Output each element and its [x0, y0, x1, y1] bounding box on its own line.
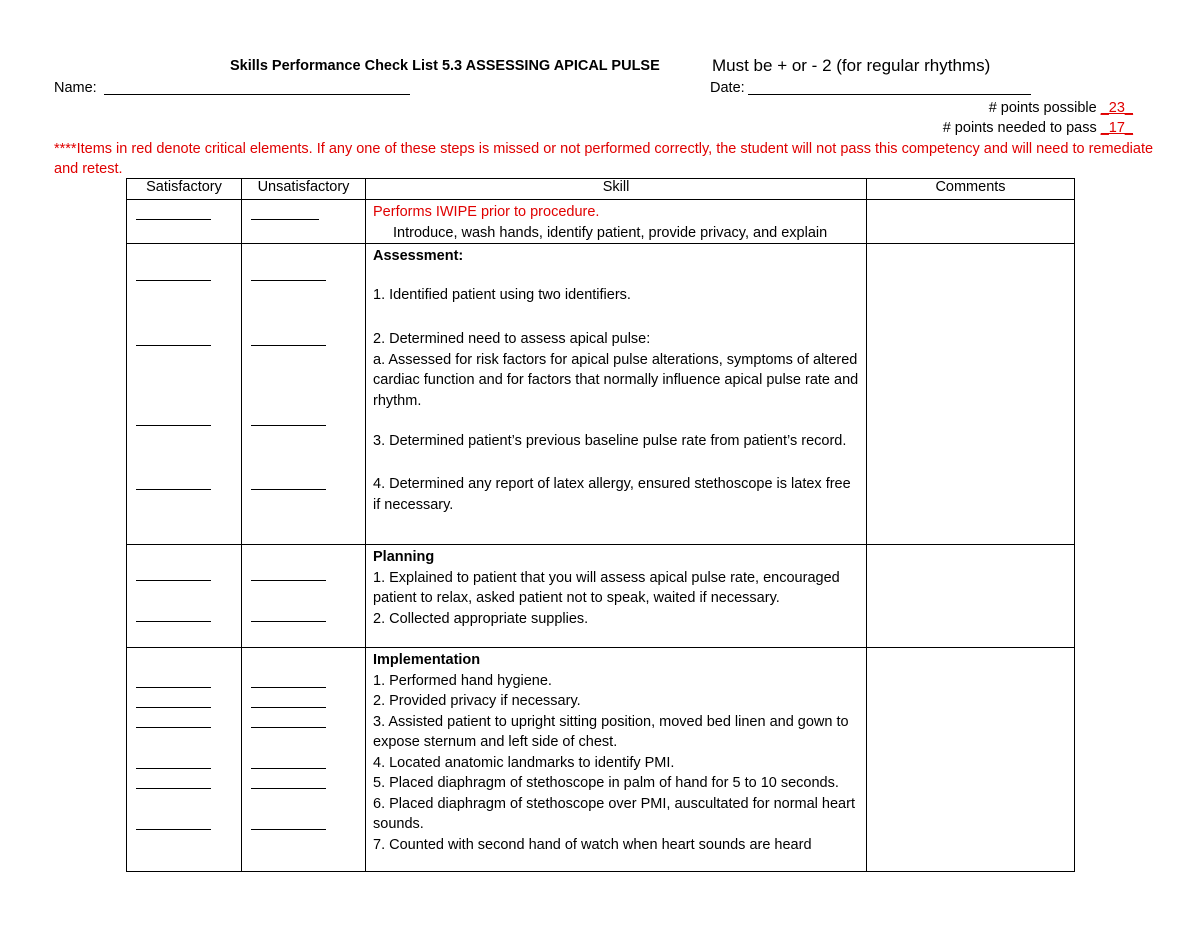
satisfactory-blank[interactable]: [136, 425, 211, 426]
satisfactory-blank[interactable]: [136, 345, 211, 346]
col-header-skill: Skill: [366, 179, 867, 200]
name-label: Name:: [54, 80, 97, 96]
skill-line: 2. Provided privacy if necessary.: [373, 693, 581, 709]
col-header-satisfactory: Satisfactory: [127, 179, 242, 200]
page-title: Skills Performance Check List 5.3 ASSESSING APICAL PULSE: [230, 58, 660, 74]
critical-elements-note: ****Items in red denote critical elements. If any one of these steps is missed or not performed correctly, the student will not pass this competency and will need to remediate and retest.: [54, 141, 1154, 177]
col-header-comments: Comments: [867, 179, 1075, 200]
points-needed-label: # points needed to pass: [942, 120, 1097, 136]
satisfactory-cell: [127, 200, 242, 244]
skill-line: Introduce, wash hands, identify patient, provide privacy, and explain: [393, 224, 828, 241]
comments-cell[interactable]: [867, 648, 1075, 872]
skill-cell: [366, 244, 867, 545]
skill-line: 6. Placed diaphragm of stethoscope over PMI, auscultated for normal heart sounds.: [373, 795, 855, 832]
skill-line: 1. Explained to patient that you will assess apical pulse rate, encouraged patient to relax, asked patient not to speak, waited if necessary.: [373, 569, 840, 606]
unsatisfactory-blank[interactable]: [251, 425, 326, 426]
checklist-table: [126, 178, 1075, 872]
satisfactory-cell: [127, 545, 242, 648]
skill-line: 4. Determined any report of latex allergy, ensured stethoscope is latex free if necessary.: [373, 476, 851, 513]
skill-line: 1. Identified patient using two identifiers.: [373, 286, 631, 303]
satisfactory-blank[interactable]: [136, 829, 211, 830]
skill-line: 3. Assisted patient to upright sitting position, moved bed linen and gown to expose sternum and left side of chest.: [373, 713, 849, 750]
unsatisfactory-blank[interactable]: [251, 580, 326, 581]
satisfactory-blank[interactable]: [136, 687, 211, 688]
unsatisfactory-blank[interactable]: [251, 687, 326, 688]
unsatisfactory-blank[interactable]: [251, 489, 326, 490]
section-heading-planning: Planning: [373, 549, 435, 565]
table-row: [127, 545, 1075, 648]
section-heading-assessment: Assessment:: [373, 248, 464, 264]
satisfactory-blank[interactable]: [136, 219, 211, 220]
skill-line: 5. Placed diaphragm of stethoscope in palm of hand for 5 to 10 seconds.: [373, 775, 839, 791]
skill-line: 2. Determined need to assess apical pulse:: [373, 331, 651, 347]
name-field[interactable]: [104, 94, 410, 95]
unsatisfactory-blank[interactable]: [251, 219, 319, 220]
satisfactory-blank[interactable]: [136, 707, 211, 708]
unsatisfactory-blank[interactable]: [251, 727, 326, 728]
points-possible-value: _23_: [1100, 100, 1133, 116]
comments-cell[interactable]: [867, 545, 1075, 648]
skill-line: 7. Counted with second hand of watch when heart sounds are heard: [373, 836, 812, 853]
table-header-row: [127, 179, 1075, 200]
satisfactory-blank[interactable]: [136, 788, 211, 789]
points-needed-value: _17_: [1100, 120, 1133, 136]
regular-rhythm-note: Must be + or - 2 (for regular rhythms): [712, 56, 991, 75]
points-needed: [943, 120, 1133, 136]
unsatisfactory-blank[interactable]: [251, 768, 326, 769]
skill-line: a. Assessed for risk factors for apical pulse alterations, symptoms of altered cardiac function and for factors that normally influence apical pulse rate and rhythm.: [373, 351, 859, 409]
table-row: [127, 200, 1075, 244]
skill-line: Performs IWIPE prior to procedure.: [373, 204, 600, 220]
satisfactory-blank[interactable]: [136, 621, 211, 622]
satisfactory-blank[interactable]: [136, 489, 211, 490]
unsatisfactory-cell: [242, 648, 366, 872]
unsatisfactory-cell: [242, 244, 366, 545]
skill-line: 1. Performed hand hygiene.: [373, 672, 552, 689]
unsatisfactory-cell: [242, 200, 366, 244]
satisfactory-blank[interactable]: [136, 280, 211, 281]
comments-cell[interactable]: [867, 244, 1075, 545]
points-possible: [989, 100, 1133, 116]
skill-cell: [366, 200, 867, 244]
satisfactory-blank[interactable]: [136, 768, 211, 769]
table-row: [127, 648, 1075, 872]
skill-cell: [366, 648, 867, 872]
skill-line: 2. Collected appropriate supplies.: [373, 610, 589, 627]
satisfactory-blank[interactable]: [136, 580, 211, 581]
date-field[interactable]: [748, 94, 1031, 95]
satisfactory-cell: [127, 244, 242, 545]
skill-cell: [366, 545, 867, 648]
section-heading-implementation: Implementation: [373, 652, 481, 668]
date-label: Date:: [710, 80, 745, 96]
table-row: [127, 244, 1075, 545]
points-possible-label: # points possible: [988, 100, 1097, 116]
unsatisfactory-blank[interactable]: [251, 707, 326, 708]
unsatisfactory-blank[interactable]: [251, 829, 326, 830]
unsatisfactory-blank[interactable]: [251, 621, 326, 622]
satisfactory-cell: [127, 648, 242, 872]
comments-cell[interactable]: [867, 200, 1075, 244]
unsatisfactory-blank[interactable]: [251, 345, 326, 346]
col-header-unsatisfactory: Unsatisfactory: [242, 179, 366, 200]
skill-line: 3. Determined patient’s previous baseline pulse rate from patient’s record.: [373, 433, 847, 449]
unsatisfactory-blank[interactable]: [251, 280, 326, 281]
unsatisfactory-blank[interactable]: [251, 788, 326, 789]
satisfactory-blank[interactable]: [136, 727, 211, 728]
unsatisfactory-cell: [242, 545, 366, 648]
skill-line: 4. Located anatomic landmarks to identify PMI.: [373, 754, 675, 771]
